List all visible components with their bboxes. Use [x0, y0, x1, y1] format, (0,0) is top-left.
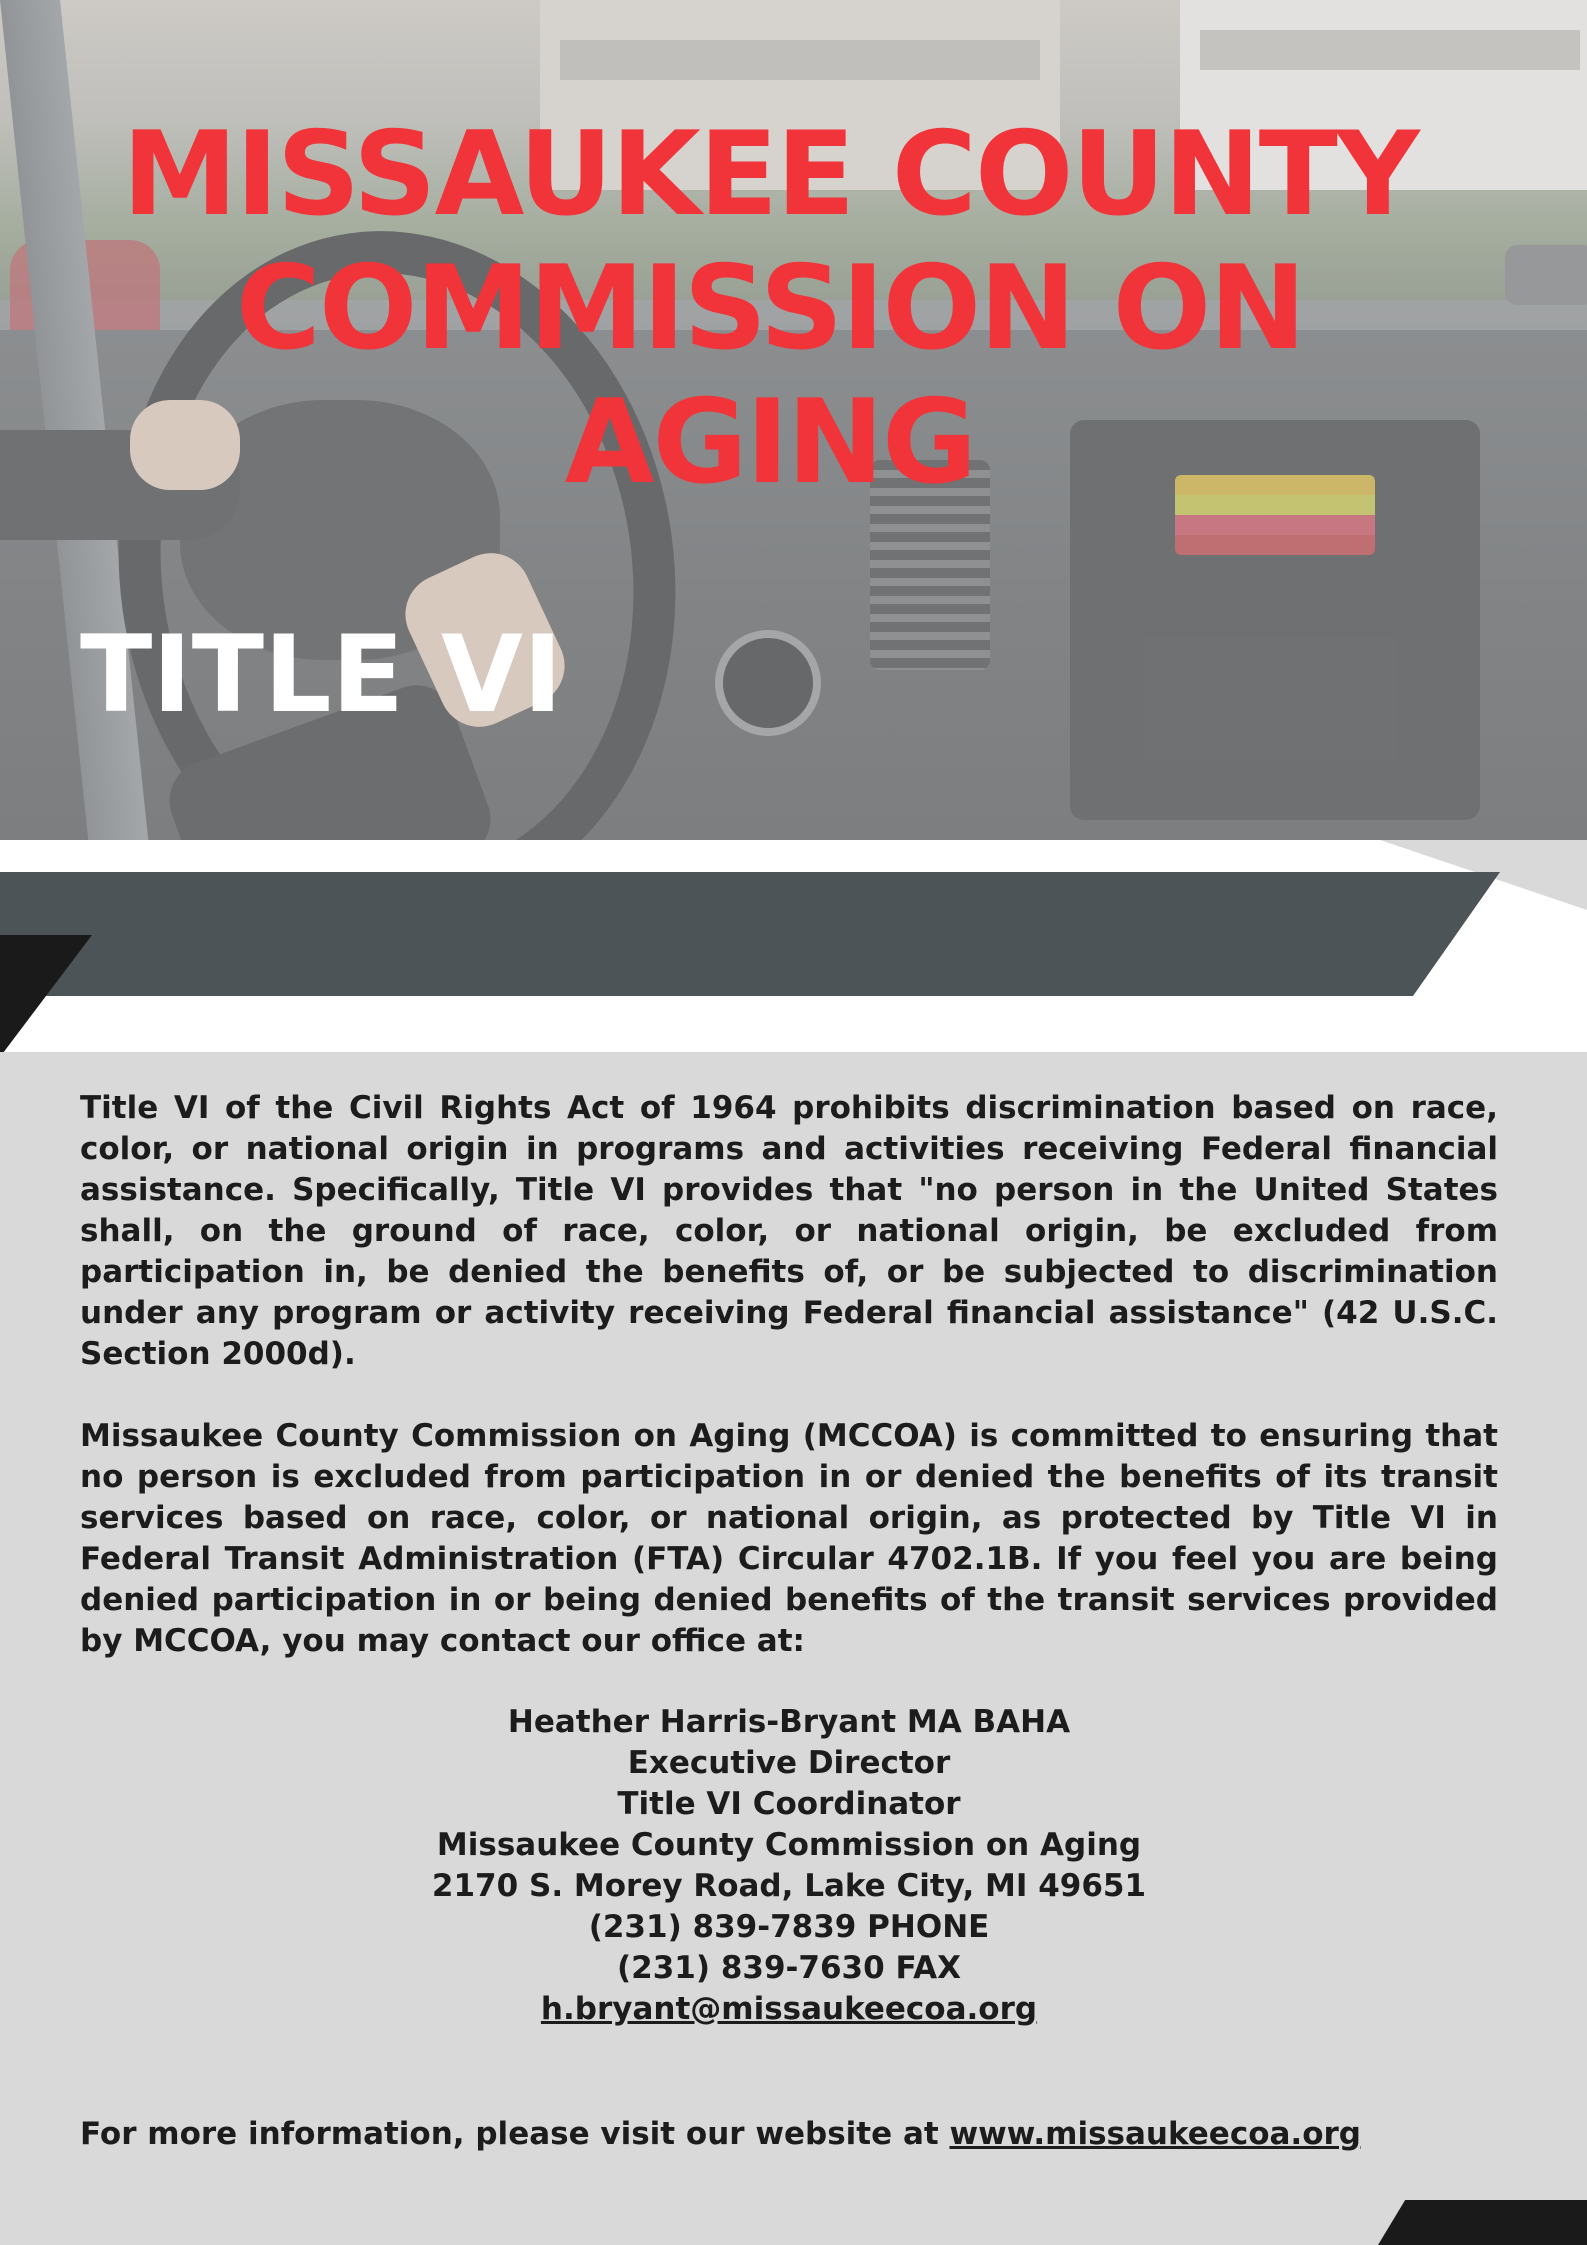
decorative-triangle: [1378, 2200, 1587, 2245]
contact-name: Heather Harris-Bryant MA BAHA: [507, 1704, 1071, 1740]
banner-bar: [0, 872, 1500, 996]
contact-email-link[interactable]: h.bryant@missaukeecoa.org: [540, 1991, 1038, 2027]
website-link[interactable]: www.missaukeecoa.org: [949, 2116, 1361, 2152]
title-line: MISSAUKEE COUNTY: [122, 107, 1418, 242]
title-line: AGING: [564, 375, 976, 510]
intro-paragraph: Title VI of the Civil Rights Act of 1964 prohibits discrimination based on race, color, or national origin in programs and activities receiving Federal financial assistance. Specifically, Title VI provides that "no person in the United States shall, on the ground of race, color, or national origin, be excluded from participation in, be denied the benefits of, or be subjected to discrimination under any program or activity receiving Federal financial assistance" (42 U.S.C. Section 2000d).: [80, 1090, 1498, 1372]
footer-text: [80, 2114, 1520, 2155]
title-line: COMMISSION ON: [235, 241, 1305, 376]
contact-organization: Missaukee County Commission on Aging: [436, 1827, 1142, 1863]
contact-role: Executive Director: [627, 1745, 951, 1781]
page-subtitle: TITLE VI: [80, 613, 563, 736]
page-title: [40, 108, 1500, 510]
footer-label: For more information, please visit our website at: [80, 2116, 950, 2152]
contact-role: Title VI Coordinator: [617, 1786, 961, 1822]
contact-block: [80, 1702, 1498, 2030]
commitment-paragraph: Missaukee County Commission on Aging (MCCOA) is committed to ensuring that no person is excluded from participation in or denied the benefits of its transit services based on race, color, or national origin, as protected by Title VI in Federal Transit Administration (FTA) Circular 4702.1B. If you feel you are being denied participation in or being denied benefits of the transit services provided by MCCOA, you may contact our office at:: [80, 1418, 1498, 1659]
contact-address: 2170 S. Morey Road, Lake City, MI 49651: [431, 1868, 1147, 1904]
contact-phone: (231) 839-7839 PHONE: [588, 1909, 990, 1945]
contact-fax: (231) 839-7630 FAX: [617, 1950, 961, 1986]
